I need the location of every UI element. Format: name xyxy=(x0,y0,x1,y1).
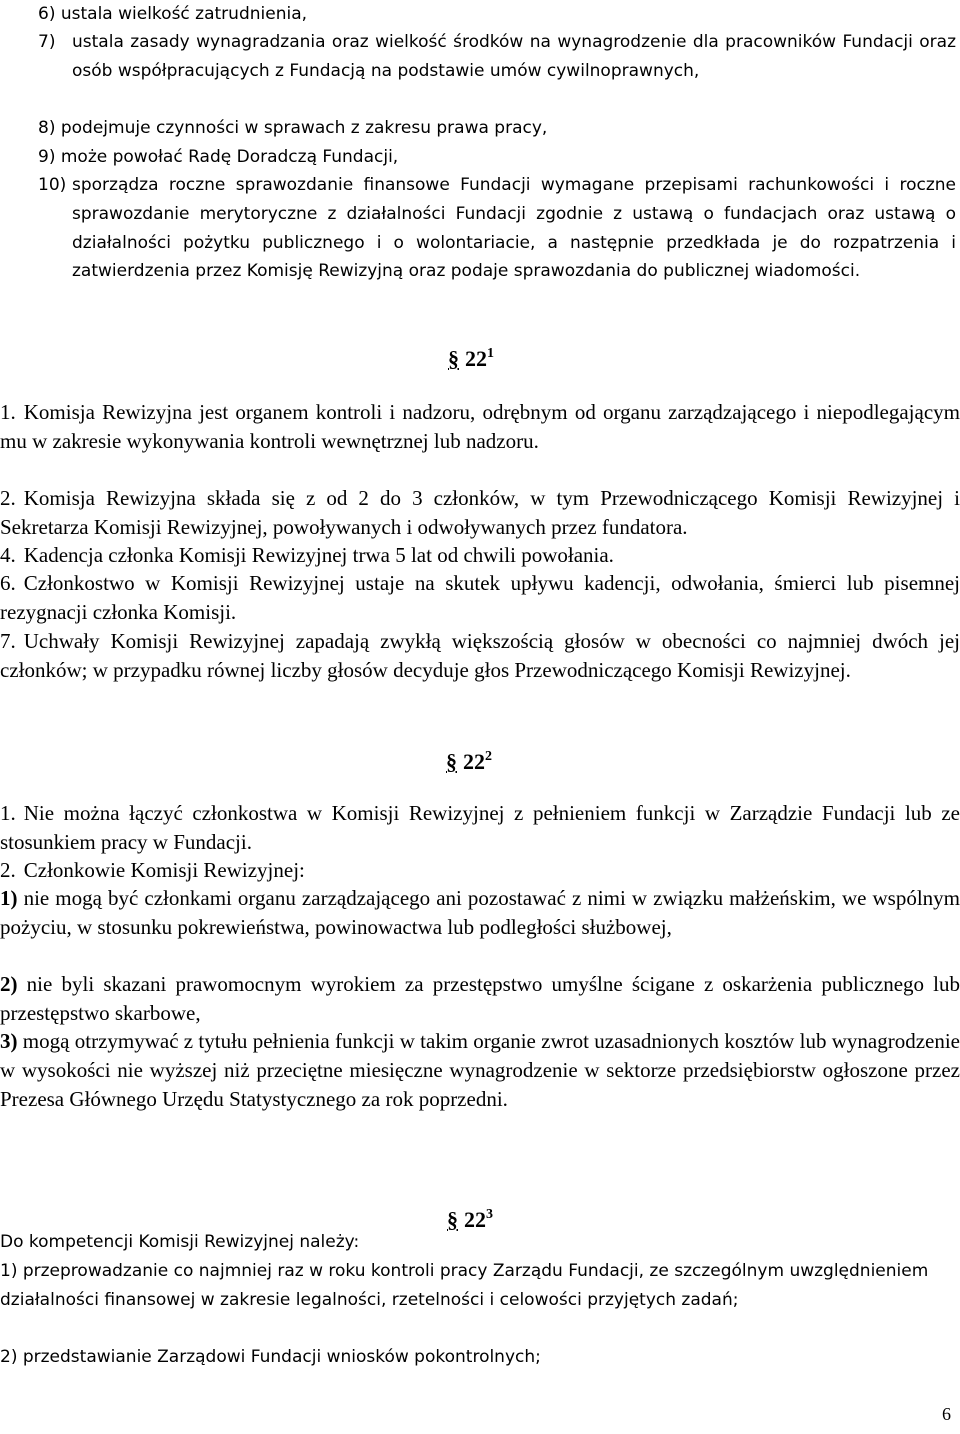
section-symbol: § xyxy=(446,749,457,774)
section-number: 22 xyxy=(463,749,485,774)
section-heading xyxy=(448,340,494,373)
section-number: 22 xyxy=(465,346,487,371)
list-item: 1) przeprowadzanie co najmniej raz w roku kontroli pracy Zarządu Fundacji, ze szczególnym uwzględnieniem działalności finansowej w zakresie legalności, rzetelności i celowości przyjętych zadań; xyxy=(0,1261,929,1310)
paragraph xyxy=(0,1027,960,1113)
list-item-number: 10) xyxy=(38,175,67,195)
paragraph xyxy=(0,398,960,456)
paragraph xyxy=(0,627,960,685)
paragraph-number: 1. xyxy=(0,400,16,424)
section-symbol: § xyxy=(447,1207,458,1232)
paragraph xyxy=(0,970,960,1028)
list-item: 2) przedstawianie Zarządowi Fundacji wniosków pokontrolnych; xyxy=(0,1347,541,1367)
list-item-number: 8) xyxy=(38,118,56,138)
paragraph-number: 6. xyxy=(0,571,16,595)
list-item-text: ustala zasady wynagradzania oraz wielkość środków na wynagrodzenie dla pracowników Fundacji oraz osób współpracujących z Fundacją na podstawie umów cywilnoprawnych, xyxy=(72,32,956,81)
list-item xyxy=(38,0,956,29)
paragraph-number: 7. xyxy=(0,629,16,653)
list-item xyxy=(38,171,956,286)
section-symbol: § xyxy=(448,346,459,371)
list-item xyxy=(38,28,956,86)
paragraph xyxy=(0,884,960,942)
section-superscript: 1 xyxy=(487,346,494,361)
paragraph-text: Uchwały Komisji Rewizyjnej zapadają zwykłą większością głosów w obecności co najmniej dwóch jej członków; w przypadku równej liczby głosów decyduje głos Przewodniczącego Komisji Rewizyjnej. xyxy=(0,629,960,682)
paragraph-number: 1. xyxy=(0,801,16,825)
paragraph-number: 2. xyxy=(0,486,16,510)
paragraph-text: Członkowie Komisji Rewizyjnej: xyxy=(23,858,305,882)
list-item-text: podejmuje czynności w sprawach z zakresu prawa pracy, xyxy=(60,118,548,138)
paragraph-text: Komisja Rewizyjna jest organem kontroli i nadzoru, odrębnym od organu zarządzającego i niepodlegającym mu w zakresie wykonywania kontroli wewnętrznej lub nadzoru. xyxy=(0,400,960,453)
paragraph xyxy=(0,541,960,570)
paragraph-text: Nie można łączyć członkostwa w Komisji Rewizyjnej z pełnieniem funkcji w Zarządzie Fundacji lub ze stosunkiem pracy w Fundacji. xyxy=(0,801,960,854)
section-intro: Do kompetencji Komisji Rewizyjnej należy: xyxy=(0,1232,360,1252)
paragraph-number: 2) xyxy=(0,972,18,996)
paragraph-text: nie mogą być członkami organu zarządzającego ani pozostawać z nimi w związku małżeńskim, we wspólnym pożyciu, w stosunku pokrewieństwa, powinowactwa lub podległości służbowej, xyxy=(0,886,960,939)
list-item-text: ustala wielkość zatrudnienia, xyxy=(60,4,308,24)
paragraph-number: 3) xyxy=(0,1029,18,1053)
paragraph-number: 2. xyxy=(0,858,16,882)
paragraph-text: Komisja Rewizyjna składa się z od 2 do 3 członków, w tym Przewodniczącego Komisji Rewizyjnej i Sekretarza Komisji Rewizyjnej, powoływanych i odwoływanych przez fundatora. xyxy=(0,486,960,539)
list-item-text: sporządza roczne sprawozdanie finansowe Fundacji wymagane przepisami rachunkowości i roczne sprawozdanie merytoryczne z działalności Fundacji zgodnie z ustawą o fundacjach oraz ustawą o działalności pożytku publicznego i o wolontariacie, a następnie przedkłada je do rozpatrzenia i zatwierdzenia przez Komisję Rewizyjną oraz podaje sprawozdania do publicznej wiadomości. xyxy=(72,175,956,282)
list-item-number: 6) xyxy=(38,4,56,24)
section-heading xyxy=(446,743,492,776)
list-item-number: 7) xyxy=(38,32,56,52)
paragraph-text: Kadencja członka Komisji Rewizyjnej trwa 5 lat od chwili powołania. xyxy=(23,543,614,567)
section-number: 22 xyxy=(464,1207,486,1232)
page-number: 6 xyxy=(942,1404,951,1424)
paragraph-number: 1) xyxy=(0,886,18,910)
paragraph-text: Członkostwo w Komisji Rewizyjnej ustaje na skutek upływu kadencji, odwołania, śmierci lub pisemnej rezygnacji członka Komisji. xyxy=(0,571,960,624)
section-superscript: 3 xyxy=(486,1207,493,1222)
list-item-text: może powołać Radę Doradczą Fundacji, xyxy=(60,147,399,167)
list-item-number: 9) xyxy=(38,147,56,167)
list-item xyxy=(38,114,956,143)
paragraph xyxy=(0,569,960,627)
paragraph-number: 4. xyxy=(0,543,16,567)
paragraph-text: nie byli skazani prawomocnym wyrokiem za przestępstwo umyślne ścigane z oskarżenia publicznego lub przestępstwo skarbowe, xyxy=(0,972,960,1025)
section-superscript: 2 xyxy=(485,749,492,764)
paragraph xyxy=(0,799,960,857)
paragraph xyxy=(0,484,960,542)
list-item xyxy=(38,143,956,172)
paragraph xyxy=(0,856,960,885)
paragraph-text: mogą otrzymywać z tytułu pełnienia funkcji w takim organie zwrot uzasadnionych kosztów lub wynagrodzenie w wysokości nie wyższej niż przeciętne miesięczne wynagrodzenie w sektorze przedsiębiorstw ogłoszone przez Prezesa Głównego Urzędu Statystycznego za rok poprzedni. xyxy=(0,1029,960,1111)
